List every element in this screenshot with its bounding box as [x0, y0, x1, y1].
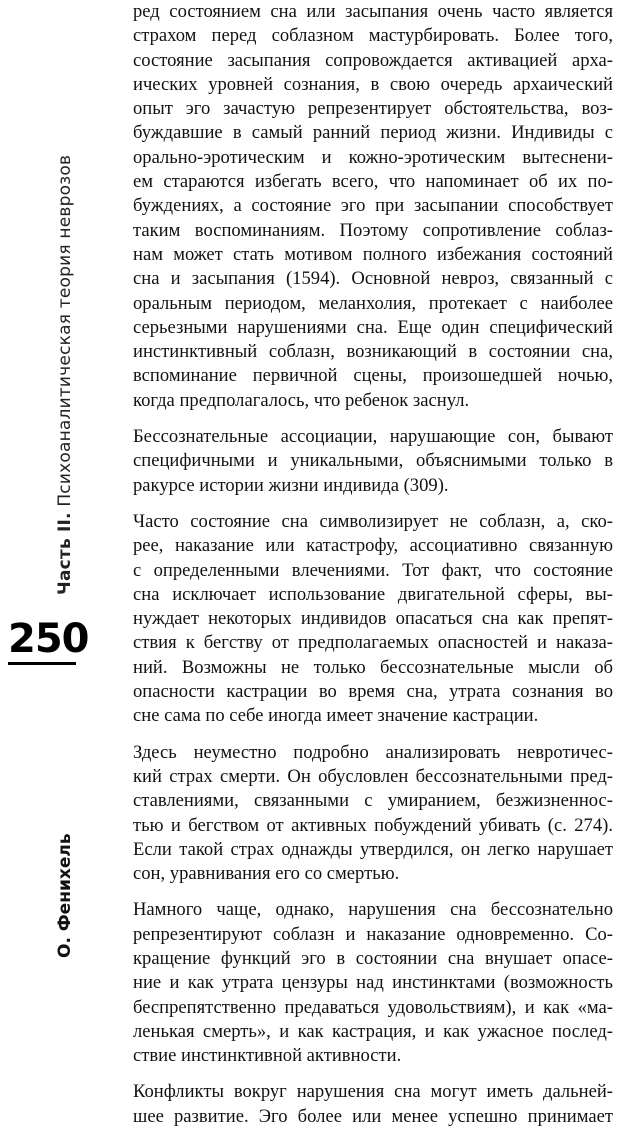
- text-line: опыт эго зачастую репрезентирует обстоятельства, воз-: [133, 98, 613, 120]
- text-line: ем стараются избегать всего, что напоминает об их по-: [133, 171, 613, 193]
- text-line: ических уровней сознания, в свою очередь архаический: [133, 73, 613, 95]
- text-line: сна исключает использование двигательной сферы, вы-: [133, 583, 613, 605]
- paragraph-6: [133, 1080, 613, 1129]
- text-line: Здесь неуместно подробно анализировать невротичес-: [133, 741, 613, 763]
- text-line: ракурсе истории жизни индивида (309).: [133, 474, 449, 496]
- text-line: сне сама по себе иногда имеет значение кастрации.: [133, 705, 539, 727]
- text-line: тью и бегством от активных побуждений убивать (с. 274).: [133, 814, 613, 836]
- text-line: Конфликты вокруг нарушения сна могут иметь дальней-: [133, 1081, 613, 1103]
- text-line: страхом перед соблазном мастурбировать. Более того,: [133, 25, 613, 47]
- running-head-author: О. Фенихель: [55, 833, 75, 958]
- text-line: шее развитие. Эго более или менее успешно принимает: [133, 1105, 613, 1127]
- text-line: инстинктивный соблазн, возникающий в состоянии сна,: [133, 341, 613, 363]
- text-line: сон, уравнивания его со смертью.: [133, 863, 400, 885]
- text-line: ставлениями, связанными с умиранием, безжизненнос-: [133, 790, 613, 812]
- text-line: серьезными нарушениями сна. Еще один специфический: [133, 316, 613, 338]
- text-line: Часто состояние сна символизирует не соблазн, а, ско-: [133, 510, 613, 532]
- text-line: буждениях, а состояние эго при засыпании способствует: [133, 195, 613, 217]
- text-line: Если такой страх однажды утвердился, он легко нарушает: [133, 838, 613, 860]
- paragraph-1: [133, 0, 613, 413]
- paragraph-3: [133, 510, 613, 729]
- text-line: оральным периодом, меланхолия, протекает с наиболее: [133, 292, 613, 314]
- text-line: ред состоянием сна или засыпания очень часто является: [133, 1, 613, 22]
- text-line: ленькая смерть», и как кастрация, и как ужасное послед-: [133, 1020, 613, 1042]
- text-line: ствие инстинктивной активности.: [133, 1045, 402, 1067]
- text-line: таким воспоминаниям. Поэтому сопротивление соблаз-: [133, 219, 613, 241]
- running-head: [55, 155, 75, 595]
- page-number-rule: [8, 662, 76, 665]
- text-line: рее, наказание или катастрофу, ассоциативно связанную: [133, 535, 613, 557]
- text-line: вспоминание первичной сцены, произошедшей ночью,: [133, 365, 613, 387]
- paragraph-4: [133, 741, 613, 887]
- paragraph-2: [133, 425, 613, 498]
- text-line: беспрепятственно предаваться удовольствиям), и как «ма-: [133, 996, 613, 1018]
- text-line: состояние засыпания сопровождается активацией арха-: [133, 49, 613, 71]
- text-line: Намного чаще, однако, нарушения сна бессознательно: [133, 899, 613, 921]
- text-line: ствия к бегству от предполагаемых опасностей и наказа-: [133, 632, 613, 654]
- main-text-column: [133, 0, 613, 1141]
- paragraph-5: [133, 898, 613, 1068]
- text-line: репрезентируют соблазн и наказание одновременно. Со-: [133, 923, 613, 945]
- text-line: когда предполагалось, что ребенок заснул.: [133, 389, 470, 411]
- text-line: нам может стать мотивом полного избежания состояний: [133, 243, 613, 265]
- text-line: Бессознательные ассоциации, нарушающие сон, бывают: [133, 426, 613, 448]
- page-number: 250: [8, 616, 89, 662]
- text-line: кращение функций эго в состоянии сна внушает опасе-: [133, 947, 613, 969]
- text-line: специфичными и уникальными, объяснимыми только в: [133, 450, 613, 472]
- text-line: сна и засыпания (1594). Основной невроз, связанный с: [133, 268, 613, 290]
- text-line: ний. Возможны не только бессознательные мысли об: [133, 656, 613, 678]
- text-line: ние и как утрата цензуры над инстинктами (возможность: [133, 972, 613, 994]
- text-line: кий страх смерти. Он обусловлен бессознательными пред-: [133, 765, 613, 787]
- text-line: опасности кастрации во время сна, утрата сознания во: [133, 681, 613, 703]
- text-line: орально-эротическим и кожно-эротическим вытеснени-: [133, 146, 613, 168]
- text-line: с определенными влечениями. Тот факт, что состояние: [133, 559, 613, 581]
- text-line: буждавшие в самый ранний период жизни. Индивиды с: [133, 122, 613, 144]
- text-line: нуждает некоторых индивидов опасаться сна как препят-: [133, 608, 613, 630]
- running-head-title: Психоаналитическая теория неврозов: [55, 154, 75, 507]
- running-head-part: Часть II.: [55, 512, 75, 595]
